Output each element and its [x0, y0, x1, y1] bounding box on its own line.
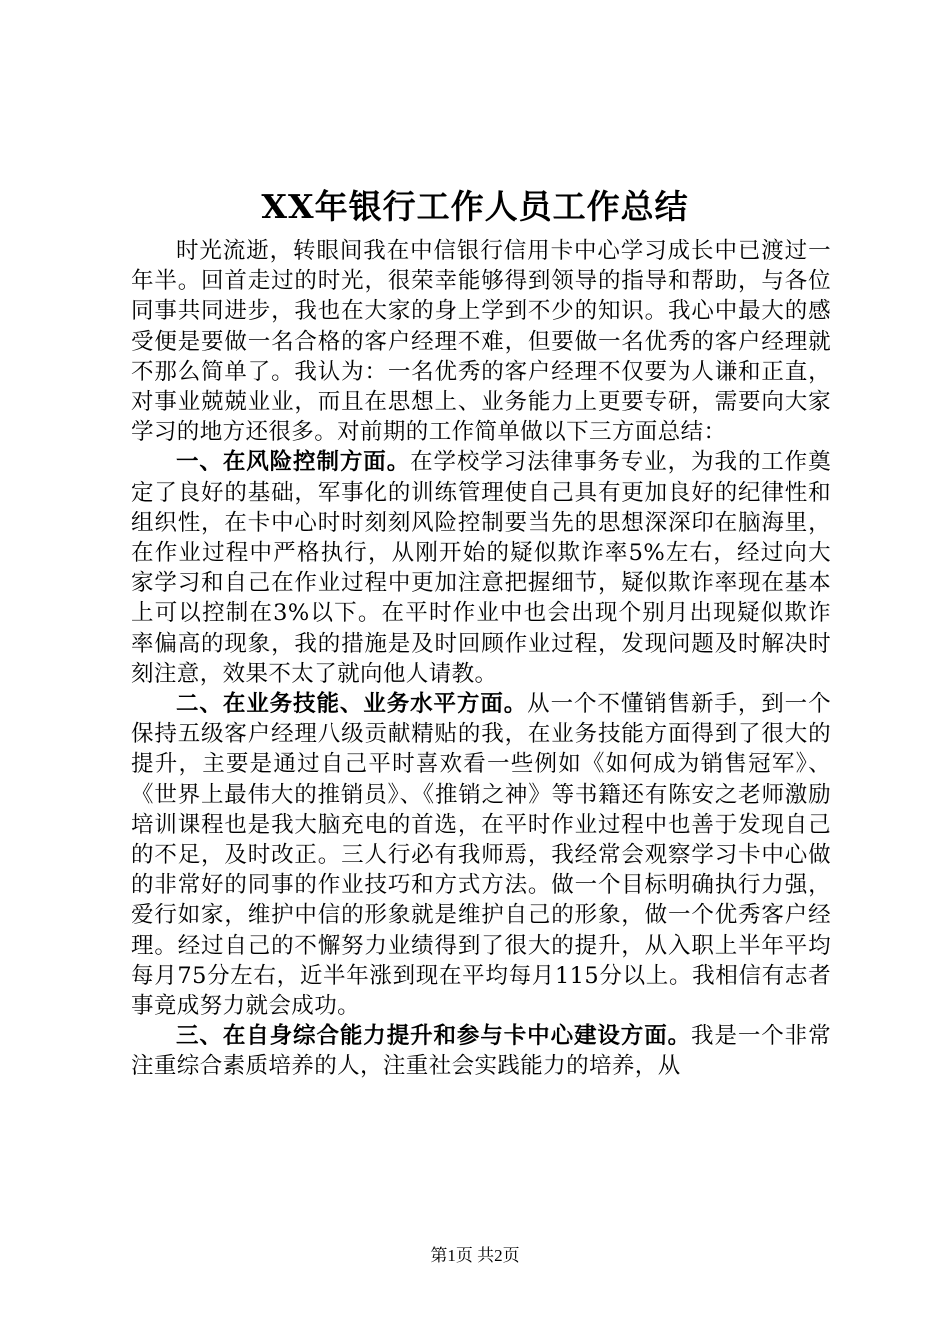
- section-heading-risk-control: 一、在风险控制方面。: [176, 449, 411, 476]
- paragraph-intro-text: 时光流逝，转眼间我在中信银行信用卡中心学习成长中已渡过一年半。回首走过的时光，很荣幸能够得到领导的指导和帮助，与各位同事共同进步，我也在大家的身上学到不少的知识。我心中最大的感受便是要做一名合格的客户经理不难，但要做一名优秀的客户经理就不那么简单了。我认为：一名优秀的客户经理不仅要为人谦和正直，对事业兢兢业业，而且在思想上、业务能力上更要专研，需要向大家学习的地方还很多。对前期的工作简单做以下三方面总结：: [131, 238, 831, 446]
- paragraph-self-improvement-text: 我是一个非常注重综合素质培养的人，注重社会实践能力的培养，从: [131, 1023, 831, 1080]
- page-footer: 第1页 共2页: [430, 1246, 520, 1265]
- paragraph-intro: [131, 236, 831, 447]
- paragraph-risk-control: [131, 447, 831, 689]
- paragraph-risk-control-text: 在学校学习法律事务专业，为我的工作奠定了良好的基础，军事化的训练管理使自己具有更加良好的纪律性和组织性，在卡中心时时刻刻风险控制要当先的思想深深印在脑海里，在作业过程中严格执行，从刚开始的疑似欺诈率5%左右，经过向大家学习和自己在作业过程中更加注意把握细节，疑似欺诈率现在基本上可以控制在3%以下。在平时作业中也会出现个别月出现疑似欺诈率偏高的现象，我的措施是及时回顾作业过程，发现问题及时解决时刻注意，效果不太了就向他人请教。: [131, 449, 831, 687]
- paragraph-business-skills-text: 从一个不懂销售新手，到一个保持五级客户经理八级贡献精贴的我，在业务技能方面得到了很大的提升，主要是通过自己平时喜欢看一些例如《如何成为销售冠军》、《世界上最伟大的推销员》、《推销之神》等书籍还有陈安之老师激励培训课程也是我大脑充电的首选，在平时作业过程中也善于发现自己的不足，及时改正。三人行必有我师焉，我经常会观察学习卡中心做的非常好的同事的作业技巧和方式方法。做一个目标明确执行力强，爱行如家，维护中信的形象就是维护自己的形象，做一个优秀客户经理。经过自己的不懈努力业绩得到了很大的提升，从入职上半年平均每月75分左右，近半年涨到现在平均每月115分以上。我相信有志者事竟成努力就会成功。: [131, 691, 831, 1020]
- section-heading-self-improvement: 三、在自身综合能力提升和参与卡中心建设方面。: [176, 1023, 692, 1050]
- document-body: [131, 236, 831, 1082]
- paragraph-business-skills: [131, 689, 831, 1021]
- document-title: XX年银行工作人员工作总结: [261, 187, 689, 226]
- paragraph-self-improvement: [131, 1021, 831, 1081]
- section-heading-business-skills: 二、在业务技能、业务水平方面。: [176, 691, 528, 718]
